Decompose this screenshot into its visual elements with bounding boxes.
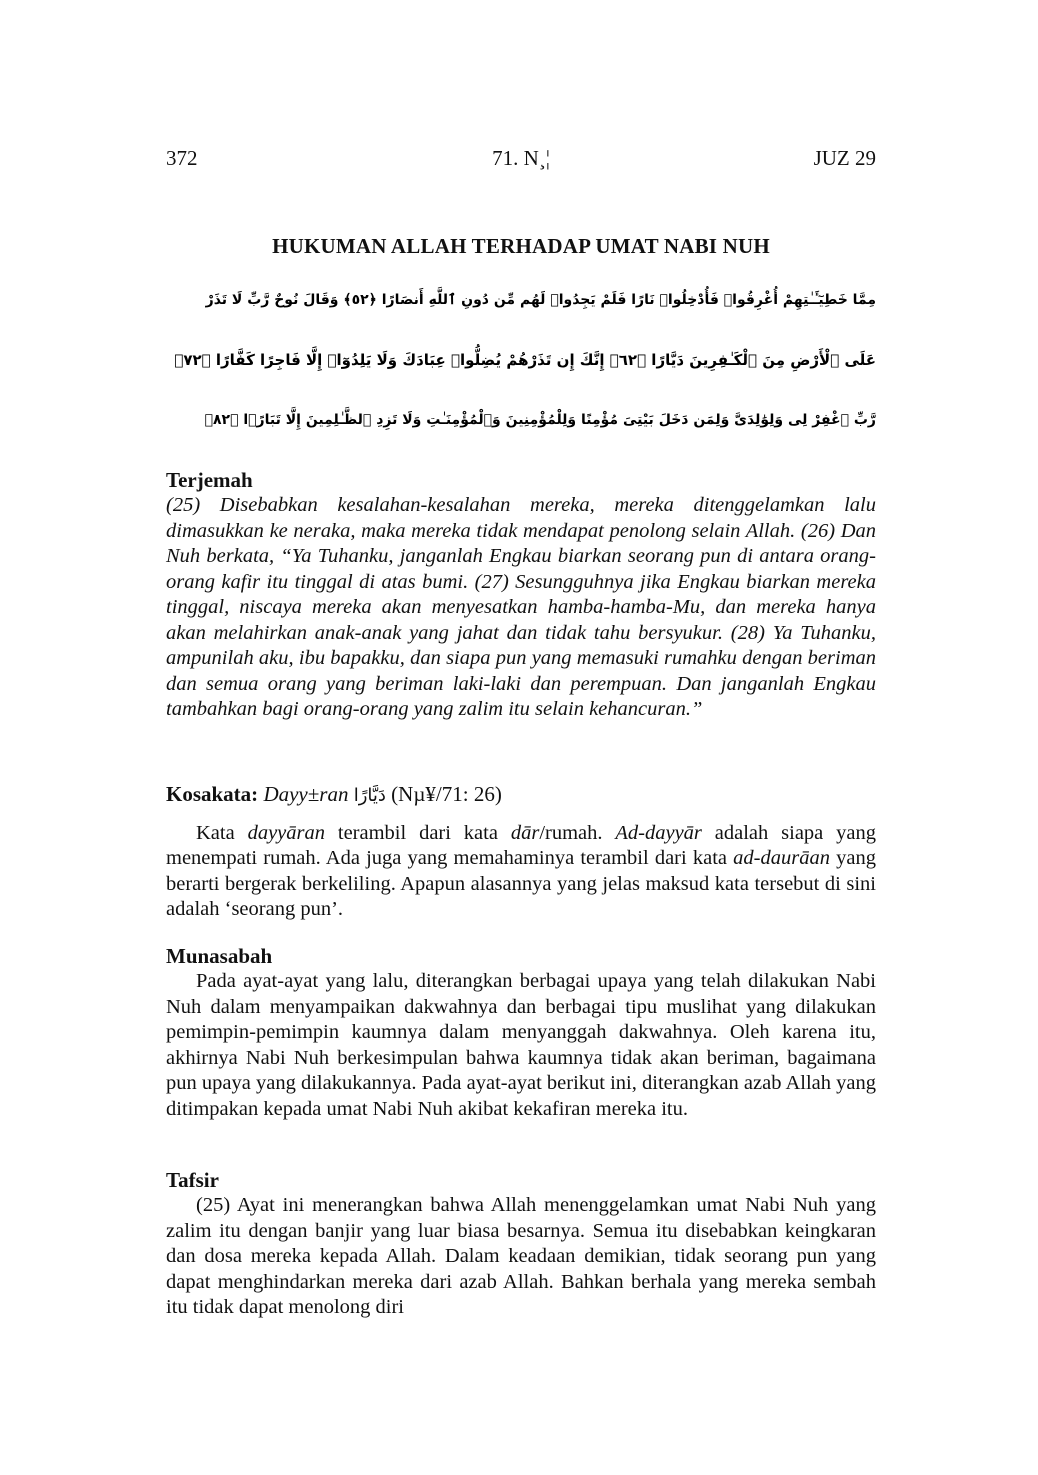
kosakata-paragraph <box>166 821 876 923</box>
kosakata-reference: (Nµ¥/71: 26) <box>391 782 502 806</box>
kosakata-text-part: /rumah. <box>539 821 616 844</box>
arabic-line-3: رَّبِّ ٱغْفِرْ لِى وَلِوَٰلِدَىَّ وَلِمَن دَخَلَ بَيْتِىَ مُؤْمِنًا وَلِلْمُؤْمِنِينَ وَٱلْمُؤْمِنَـٰتِ وَلَا تَزِدِ ٱلظَّـٰلِمِينَ إِلَّا تَبَارًۢا ﴿٢٨﴾ <box>204 412 876 428</box>
kosakata-text-part: adalah siapa yang menempati rumah. Ada juga yang memahaminya terambil dari kata <box>166 821 876 869</box>
kosakata-arabic: دَيَّارًا <box>353 785 386 806</box>
kosakata-text-part: terambil dari kata <box>325 821 511 844</box>
terjemah-text: (25) Disebabkan kesalahan-kesalahan mereka, mereka ditenggelamkan lalu dimasukkan ke neraka, maka mereka tidak mendapat penolong selain Allah. (26) Dan Nuh berkata, “Ya Tuhanku, janganlah Engkau biarkan seorang pun di antara orang-orang kafir itu tinggal di atas bumi. (27) Sesungguhnya jika Engkau biarkan mereka tinggal, niscaya mereka akan menyesatkan hamba-hamba-Mu, dan mereka hanya akan melahirkan anak-anak yang jahat dan tidak tahu bersyukur. (28) Ya Tuhanku, ampunilah aku, ibu bapakku, dan siapa pun yang memasuki rumahku dengan beriman dan semua orang yang beriman laki-laki dan perempuan. Dan janganlah Engkau tambahkan bagi orang-orang yang zalim itu selain kehancuran.” <box>166 494 876 720</box>
kosakata-term: Dayy±ran <box>263 782 349 806</box>
juz-label: JUZ 29 <box>813 146 876 170</box>
kosakata-word: Ad-dayyār <box>615 821 702 844</box>
kosakata-text-part: yang berarti bergerak berkeliling. Apapun alasannya yang jelas maksud kata tersebut di sini adalah ‘seorang pun’. <box>166 847 876 920</box>
kosakata-text-part: Kata <box>196 821 248 844</box>
kosakata-word: dayyāran <box>247 821 326 844</box>
kosakata-word: dār <box>510 821 540 844</box>
kosakata-heading <box>166 782 876 809</box>
munasabah-text: Pada ayat-ayat yang lalu, diterangkan berbagai upaya yang telah dilakukan Nabi Nuh dalam menyampaikan dakwahnya dan berbagai tipu muslihat yang dilakukan pemimpin-pemimpin kaumnya dalam menyanggah dakwahnya. Oleh karena itu, akhirnya Nabi Nuh berkesimpulan bahwa kaumnya tidak akan beriman, bagaimana pun upaya yang dilakukannya. Pada ayat-ayat berikut ini, diterangkan azab Allah yang ditimpakan kepada umat Nabi Nuh akibat kekafiran mereka itu. <box>166 970 876 1120</box>
tafsir-section <box>166 1168 876 1321</box>
terjemah-section <box>166 468 876 723</box>
kosakata-section <box>166 782 876 923</box>
surah-name: 71. N¸¦ <box>492 146 550 170</box>
tafsir-heading: Tafsir <box>166 1168 219 1192</box>
arabic-verses <box>166 270 876 460</box>
kosakata-word: ad-daurāan <box>733 847 830 869</box>
section-title: HUKUMAN ALLAH TERHADAP UMAT NABI NUH <box>272 234 770 258</box>
running-header <box>166 146 876 176</box>
kosakata-label: Kosakata: <box>166 782 259 806</box>
arabic-line-1: مِمَّا خَطِيٓـَٔـٰتِهِمْ أُغْرِقُوا۟ فَأُدْخِلُوا۟ نَارًا فَلَمْ يَجِدُوا۟ لَهُم مِّن دُونِ ٱللَّهِ أَنصَارًا ﴿٢٥﴾ وَقَالَ نُوحٌ رَّبِّ لَا تَذَرْ <box>205 292 876 308</box>
arabic-line-2: عَلَى ٱلْأَرْضِ مِنَ ٱلْكَـٰفِرِينَ دَيَّارًا ﴿٢٦﴾ إِنَّكَ إِن تَذَرْهُمْ يُضِلُّوا۟ عِبَادَكَ وَلَا يَلِدُوٓا۟ إِلَّا فَاجِرًا كَفَّارًا ﴿٢٧﴾ <box>174 351 876 369</box>
munasabah-heading: Munasabah <box>166 944 273 968</box>
page-number: 372 <box>166 146 198 170</box>
munasabah-section <box>166 944 876 1122</box>
tafsir-text: (25) Ayat ini menerangkan bahwa Allah menenggelamkan umat Nabi Nuh yang zalim itu dengan banjir yang luar biasa besarnya. Semua itu disebabkan keingkaran dan dosa mereka kepada Allah. Dalam keadaan demikian, tidak seorang pun yang dapat menghindarkan mereka dari azab Allah. Bahkan berhala yang mereka sembah itu tidak dapat menolong diri <box>166 1194 876 1318</box>
terjemah-heading: Terjemah <box>166 468 253 492</box>
